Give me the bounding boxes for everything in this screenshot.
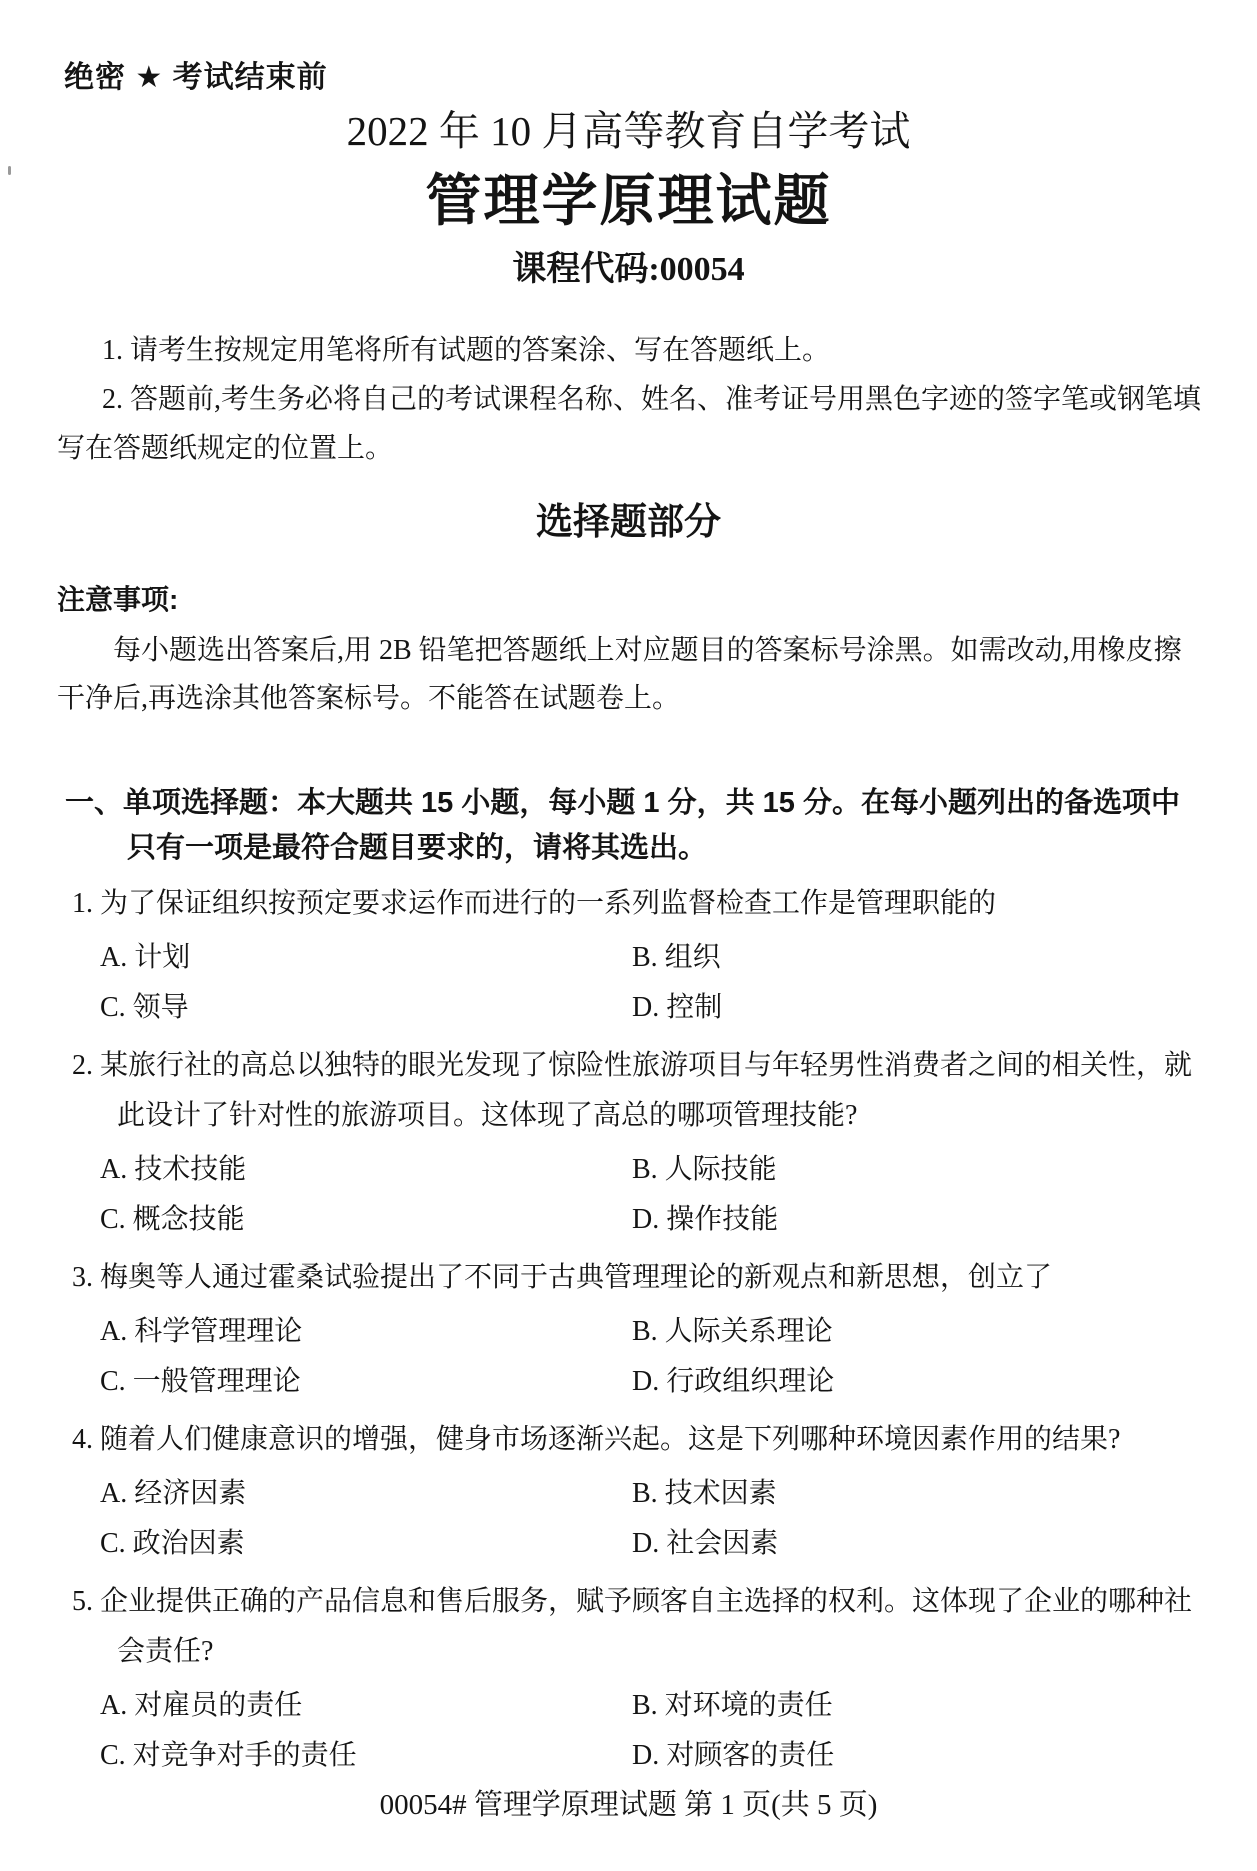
option-row: [100, 1307, 1257, 1357]
option-row: [100, 983, 1257, 1033]
question-3-options: [0, 1307, 1257, 1407]
question-5-option-d: D. 对顾客的责任: [632, 1740, 835, 1771]
question-4-option-a: A. 经济因素: [100, 1478, 247, 1509]
question-5-option-a: A. 对雇员的责任: [100, 1690, 303, 1721]
question-5-options: [0, 1681, 1257, 1781]
question-3-text: 3. 梅奥等人通过霍桑试验提出了不同于古典管理理论的新观点和新思想，创立了: [72, 1262, 1053, 1293]
question-5-option-b: B. 对环境的责任: [632, 1690, 833, 1721]
notice-heading: 注意事项:: [57, 584, 179, 615]
question-4-option-d: D. 社会因素: [632, 1528, 779, 1559]
question-2-option-b: B. 人际技能: [632, 1154, 777, 1185]
option-row: [100, 1731, 1257, 1781]
question-4-option-c: C. 政治因素: [100, 1528, 245, 1559]
question-2-option-d: D. 操作技能: [632, 1204, 779, 1235]
option-row: [100, 1357, 1257, 1407]
security-classification: 绝密 ★ 考试结束前: [64, 61, 328, 94]
question-2-option-c: C. 概念技能: [100, 1204, 245, 1235]
option-row: [100, 1681, 1257, 1731]
question-3-option-b: B. 人际关系理论: [632, 1316, 833, 1347]
instruction-item-1: 1. 请考生按规定用笔将所有试题的答案涂、写在答题纸上。: [102, 335, 831, 366]
option-row: [100, 1469, 1257, 1519]
question-5-option-c: C. 对竞争对手的责任: [100, 1740, 357, 1771]
scan-artifact-mark: [8, 166, 11, 175]
option-row: [100, 1145, 1257, 1195]
question-3-option-d: D. 行政组织理论: [632, 1366, 835, 1397]
part-title: 选择题部分: [536, 501, 721, 542]
question-1-text: 1. 为了保证组织按预定要求运作而进行的一系列监督检查工作是管理职能的: [72, 888, 997, 919]
question-2-text: 2. 某旅行社的高总以独特的眼光发现了惊险性旅游项目与年轻男性消费者之间的相关性，就此设计了针对性的旅游项目。这体现了高总的哪项管理技能?: [72, 1050, 1193, 1131]
option-row: [100, 1195, 1257, 1245]
paper-title: 管理学原理试题: [425, 169, 832, 232]
question-4-option-b: B. 技术因素: [632, 1478, 777, 1509]
exam-session-title: 2022 年 10 月高等教育自学考试: [346, 108, 911, 154]
question-1-option-d: D. 控制: [632, 992, 723, 1023]
question-2-options: [0, 1145, 1257, 1245]
instruction-item-2: 2. 答题前,考生务必将自己的考试课程名称、姓名、准考证号用黑色字迹的签字笔或钢笔填写在答题纸规定的位置上。: [57, 384, 1202, 464]
question-5-text: 5. 企业提供正确的产品信息和售后服务，赋予顾客自主选择的权利。这体现了企业的哪种社会责任?: [72, 1586, 1193, 1667]
question-3-option-c: C. 一般管理理论: [100, 1366, 301, 1397]
question-1-option-b: B. 组织: [632, 942, 721, 973]
question-4-options: [0, 1469, 1257, 1569]
question-1-options: [0, 933, 1257, 1033]
page-footer: 00054# 管理学原理试题 第 1 页(共 5 页): [379, 1789, 878, 1821]
question-4-text: 4. 随着人们健康意识的增强，健身市场逐渐兴起。这是下列哪种环境因素作用的结果?: [72, 1424, 1121, 1455]
question-1-option-c: C. 领导: [100, 992, 189, 1023]
question-1-option-a: A. 计划: [100, 942, 191, 973]
question-2-option-a: A. 技术技能: [100, 1154, 247, 1185]
question-3-option-a: A. 科学管理理论: [100, 1316, 303, 1347]
option-row: [100, 933, 1257, 983]
course-code: 课程代码:00054: [512, 251, 745, 288]
notice-body: 每小题选出答案后,用 2B 铅笔把答题纸上对应题目的答案标号涂黑。如需改动,用橡皮擦干净后,再选涂其他答案标号。不能答在试题卷上。: [57, 635, 1182, 714]
section-heading-single-choice: 一、单项选择题：本大题共 15 小题，每小题 1 分，共 15 分。在每小题列出的备选项中只有一项是最符合题目要求的，请将其选出。: [65, 787, 1180, 864]
option-row: [100, 1519, 1257, 1569]
